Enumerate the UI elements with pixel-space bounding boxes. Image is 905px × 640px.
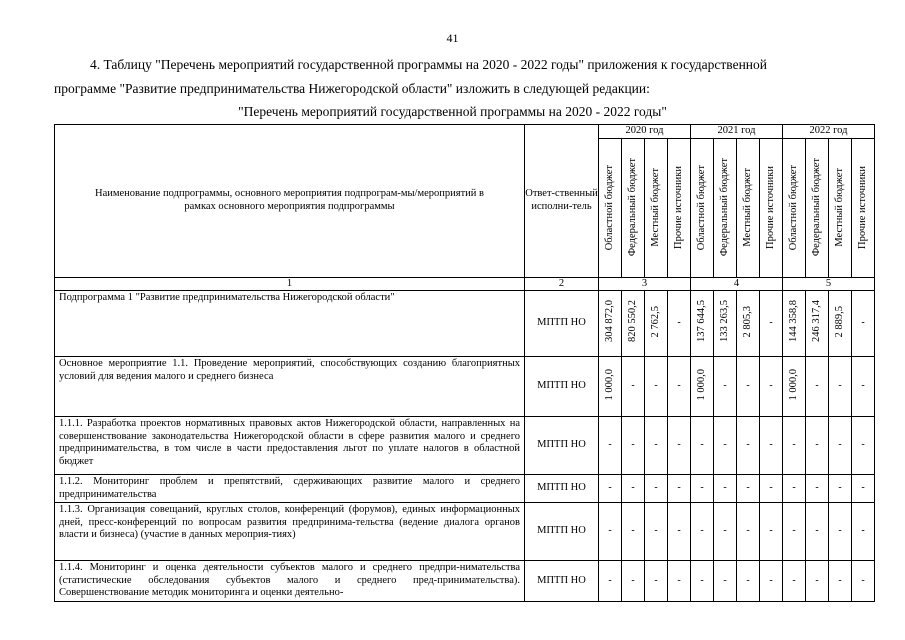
- row-value: 246 317,4: [810, 300, 822, 343]
- row-value: 1 000,0: [695, 368, 707, 400]
- row-value-cell: [622, 475, 645, 503]
- intro-line-2: программе "Развитие предпринимательства Нижегородской области" изложить в следующей редакции:: [54, 81, 650, 96]
- header-source-regional-0: [599, 138, 622, 277]
- row-value: -: [677, 439, 681, 451]
- row-value: -: [838, 380, 842, 392]
- row-value: 144 358,8: [787, 300, 799, 343]
- header-source-local-2: [829, 138, 852, 277]
- row-value-cell: [829, 561, 852, 602]
- row-value: -: [861, 574, 865, 586]
- row-value: -: [677, 482, 681, 494]
- row-value: -: [723, 525, 727, 537]
- header-year-2022: 2022 год: [783, 125, 875, 139]
- row-value: 2 805,3: [741, 305, 753, 337]
- row-value-cell: [714, 503, 737, 561]
- header-source-other-0: [668, 138, 691, 277]
- row-value: 2 762,5: [649, 305, 661, 337]
- row-value: -: [815, 574, 819, 586]
- row-name: 1.1.1. Разработка проектов нормативных правовых актов Нижегородской области, направленных на совершенствование законодательства Нижегородской области в сфере развития малого и среднего предпринимательства, в том числе в части предоставления льгот по уплате налогов в областной бюджет: [55, 417, 525, 475]
- row-value: -: [677, 574, 681, 586]
- row-value: -: [677, 380, 681, 392]
- row-responsible: МПТП НО: [525, 357, 599, 417]
- row-value-cell: [691, 561, 714, 602]
- row-value: -: [861, 317, 865, 329]
- row-value: -: [631, 380, 635, 392]
- row-value-cell: [645, 561, 668, 602]
- row-value: -: [723, 482, 727, 494]
- header-source-federal-2: [806, 138, 829, 277]
- row-value-cell: [645, 357, 668, 417]
- row-value: -: [792, 574, 796, 586]
- row-value-cell: [783, 291, 806, 357]
- header-source-label: Прочие источники: [856, 166, 868, 249]
- row-value: -: [700, 525, 704, 537]
- row-value-cell: [783, 417, 806, 475]
- row-value: -: [769, 439, 773, 451]
- row-value: -: [746, 574, 750, 586]
- row-value-cell: [783, 357, 806, 417]
- row-value: -: [769, 317, 773, 329]
- row-value: -: [608, 525, 612, 537]
- header-source-local-1: [737, 138, 760, 277]
- row-value: -: [838, 525, 842, 537]
- row-value-cell: [760, 291, 783, 357]
- row-value: -: [654, 380, 658, 392]
- row-value: -: [746, 482, 750, 494]
- row-value: -: [677, 317, 681, 329]
- row-value: 2 889,5: [833, 305, 845, 337]
- row-name: Подпрограмма 1 "Развитие предпринимательства Нижегородской области": [55, 291, 525, 357]
- header-source-label: Областной бюджет: [603, 164, 615, 251]
- header-source-label: Федеральный бюджет: [718, 158, 730, 257]
- row-value-cell: [783, 561, 806, 602]
- row-value-cell: [714, 291, 737, 357]
- header-source-label: Федеральный бюджет: [626, 158, 638, 257]
- row-value-cell: [852, 561, 875, 602]
- row-value-cell: [737, 503, 760, 561]
- row-value-cell: [668, 503, 691, 561]
- col-number-4: 4: [691, 277, 783, 291]
- row-value: -: [654, 574, 658, 586]
- header-source-label: Прочие источники: [672, 166, 684, 249]
- row-value-cell: [691, 503, 714, 561]
- row-value: -: [861, 482, 865, 494]
- row-value-cell: [760, 561, 783, 602]
- row-value-cell: [622, 357, 645, 417]
- row-value-cell: [852, 503, 875, 561]
- page-number: 41: [446, 31, 459, 45]
- row-value: -: [792, 525, 796, 537]
- row-value-cell: [622, 503, 645, 561]
- row-value: -: [631, 482, 635, 494]
- row-value: 1 000,0: [603, 368, 615, 400]
- row-name: 1.1.3. Организация совещаний, круглых столов, конференций (форумов), единых информационных дней, пресс-конференций по вопросам развития предпринима-тельства (ведение диалога органов власти и бизнеса) (участие в данных мероприя-тиях): [55, 503, 525, 561]
- row-value-cell: [668, 417, 691, 475]
- header-source-label: Прочие источники: [764, 166, 776, 249]
- row-value-cell: [622, 561, 645, 602]
- row-value-cell: [829, 357, 852, 417]
- row-value-cell: [806, 417, 829, 475]
- row-value: -: [861, 380, 865, 392]
- row-value-cell: [599, 475, 622, 503]
- row-value-cell: [806, 561, 829, 602]
- row-value: -: [631, 525, 635, 537]
- row-value-cell: [714, 475, 737, 503]
- header-name: Наименование подпрограммы, основного мероприятия подпрограм-мы/мероприятий в рамках основного мероприятия подпрограммы: [55, 125, 525, 278]
- row-value: -: [677, 525, 681, 537]
- row-value-cell: [737, 357, 760, 417]
- row-value: -: [700, 439, 704, 451]
- header-source-regional-1: [691, 138, 714, 277]
- table-title: "Перечень мероприятий государственной программы на 2020 - 2022 годы": [238, 104, 667, 119]
- row-value-cell: [806, 503, 829, 561]
- header-source-federal-1: [714, 138, 737, 277]
- row-value-cell: [760, 357, 783, 417]
- row-value-cell: [852, 291, 875, 357]
- row-value: 304 872,0: [603, 300, 615, 343]
- row-value: -: [746, 380, 750, 392]
- row-value-cell: [783, 503, 806, 561]
- row-value-cell: [714, 357, 737, 417]
- row-value-cell: [645, 475, 668, 503]
- row-value: -: [654, 482, 658, 494]
- row-responsible: МПТП НО: [525, 503, 599, 561]
- row-value: -: [654, 525, 658, 537]
- row-value-cell: [737, 291, 760, 357]
- header-source-label: Областной бюджет: [787, 164, 799, 251]
- row-value: -: [769, 482, 773, 494]
- row-value-cell: [668, 357, 691, 417]
- row-value: -: [815, 482, 819, 494]
- row-value: 133 263,5: [718, 300, 730, 343]
- row-value-cell: [599, 417, 622, 475]
- row-value-cell: [645, 503, 668, 561]
- measures-table: [54, 124, 875, 602]
- row-value-cell: [829, 503, 852, 561]
- row-value: -: [861, 439, 865, 451]
- row-value-cell: [829, 417, 852, 475]
- row-responsible: МПТП НО: [525, 291, 599, 357]
- row-value: -: [700, 574, 704, 586]
- row-value-cell: [806, 475, 829, 503]
- row-value: -: [838, 482, 842, 494]
- header-source-other-1: [760, 138, 783, 277]
- row-responsible: МПТП НО: [525, 475, 599, 503]
- row-value-cell: [829, 475, 852, 503]
- row-value-cell: [668, 475, 691, 503]
- row-value-cell: [691, 357, 714, 417]
- row-value-cell: [668, 291, 691, 357]
- row-value-cell: [760, 475, 783, 503]
- row-value-cell: [691, 417, 714, 475]
- table-row: [55, 475, 875, 503]
- col-number-3: 3: [599, 277, 691, 291]
- row-value-cell: [852, 475, 875, 503]
- header-source-local-0: [645, 138, 668, 277]
- row-value: -: [815, 439, 819, 451]
- row-value-cell: [737, 561, 760, 602]
- header-source-label: Федеральный бюджет: [810, 158, 822, 257]
- table-row: [55, 417, 875, 475]
- row-value: -: [746, 525, 750, 537]
- header-source-regional-2: [783, 138, 806, 277]
- header-source-label: Местный бюджет: [741, 168, 753, 247]
- header-year-2021: 2021 год: [691, 125, 783, 139]
- row-value: 820 550,2: [626, 300, 638, 343]
- row-responsible: МПТП НО: [525, 561, 599, 602]
- row-value: -: [608, 482, 612, 494]
- row-value: -: [654, 439, 658, 451]
- row-value: -: [815, 525, 819, 537]
- row-value-cell: [622, 291, 645, 357]
- col-number-1: 1: [55, 277, 525, 291]
- row-value: -: [746, 439, 750, 451]
- row-value-cell: [691, 475, 714, 503]
- row-value: -: [769, 525, 773, 537]
- row-value: -: [792, 439, 796, 451]
- table-row: [55, 357, 875, 417]
- row-value: -: [631, 574, 635, 586]
- row-name: 1.1.4. Мониторинг и оценка деятельности субъектов малого и среднего предпри-нимательства (статистические обследования субъектов малого и среднего пред-принимательства). Совершенствование методик мониторинга и оценки деятельно-: [55, 561, 525, 602]
- row-value: -: [723, 380, 727, 392]
- row-value-cell: [599, 357, 622, 417]
- header-source-label: Местный бюджет: [649, 168, 661, 247]
- row-value: -: [769, 574, 773, 586]
- header-source-federal-0: [622, 138, 645, 277]
- row-value-cell: [829, 291, 852, 357]
- row-value: 1 000,0: [787, 368, 799, 400]
- row-value: -: [608, 439, 612, 451]
- row-value-cell: [852, 417, 875, 475]
- row-value: -: [815, 380, 819, 392]
- col-number-5: 5: [783, 277, 875, 291]
- row-value: -: [861, 525, 865, 537]
- header-source-label: Местный бюджет: [833, 168, 845, 247]
- row-value-cell: [760, 503, 783, 561]
- row-responsible: МПТП НО: [525, 417, 599, 475]
- row-value: -: [838, 574, 842, 586]
- row-value-cell: [806, 291, 829, 357]
- intro-line-1: 4. Таблицу "Перечень мероприятий государственной программы на 2020 - 2022 годы" приложения к государственной: [90, 57, 768, 72]
- row-value: -: [631, 439, 635, 451]
- row-value-cell: [645, 291, 668, 357]
- table-row: [55, 561, 875, 602]
- col-number-2: 2: [525, 277, 599, 291]
- header-source-other-2: [852, 138, 875, 277]
- table-row: [55, 503, 875, 561]
- row-value-cell: [806, 357, 829, 417]
- row-value-cell: [760, 417, 783, 475]
- header-responsible: Ответ-ственный исполни-тель: [525, 125, 599, 278]
- header-year-2020: 2020 год: [599, 125, 691, 139]
- row-value-cell: [691, 291, 714, 357]
- header-source-label: Областной бюджет: [695, 164, 707, 251]
- row-value: -: [723, 439, 727, 451]
- row-value-cell: [737, 475, 760, 503]
- row-value-cell: [783, 475, 806, 503]
- row-value-cell: [852, 357, 875, 417]
- row-value: -: [608, 574, 612, 586]
- table-row: [55, 291, 875, 357]
- row-value: -: [769, 380, 773, 392]
- row-value-cell: [645, 417, 668, 475]
- row-value: -: [838, 439, 842, 451]
- row-value-cell: [737, 417, 760, 475]
- row-name: 1.1.2. Мониторинг проблем и препятствий, сдерживающих развитие малого и среднего предпринимательства: [55, 475, 525, 503]
- row-value: -: [723, 574, 727, 586]
- row-value: -: [700, 482, 704, 494]
- row-value-cell: [622, 417, 645, 475]
- row-value-cell: [599, 503, 622, 561]
- row-value-cell: [668, 561, 691, 602]
- row-value: 137 644,5: [695, 300, 707, 343]
- row-value-cell: [599, 291, 622, 357]
- row-value-cell: [714, 417, 737, 475]
- row-name: Основное мероприятие 1.1. Проведение мероприятий, способствующих созданию благоприятных условий для ведения малого и среднего бизнеса: [55, 357, 525, 417]
- row-value-cell: [714, 561, 737, 602]
- row-value: -: [792, 482, 796, 494]
- row-value-cell: [599, 561, 622, 602]
